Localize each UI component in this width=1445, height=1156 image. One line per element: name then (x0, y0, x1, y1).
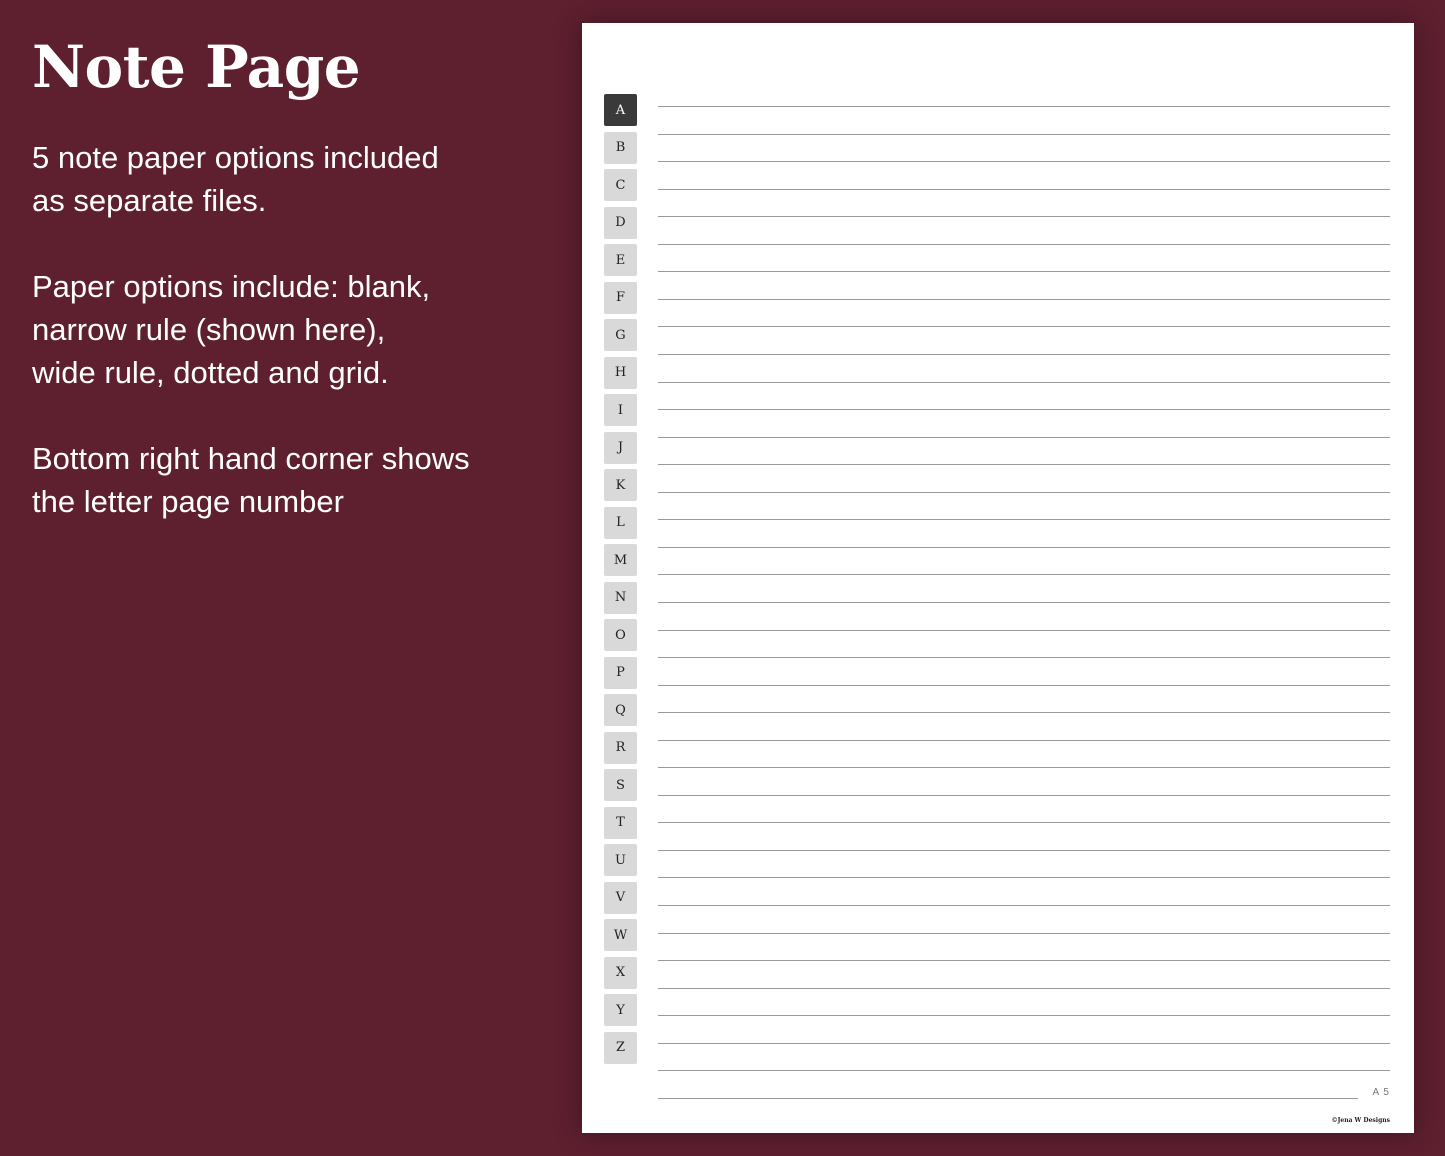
ruled-line (658, 437, 1390, 438)
page-title: Note Page (32, 33, 361, 101)
tab-l[interactable]: L (604, 507, 637, 539)
ruled-line (658, 547, 1390, 548)
ruled-line (658, 216, 1390, 217)
tab-q[interactable]: Q (604, 694, 637, 726)
ruled-line (658, 271, 1390, 272)
tab-h[interactable]: H (604, 357, 637, 389)
tab-m[interactable]: M (604, 544, 637, 576)
tab-u[interactable]: U (604, 844, 637, 876)
page-number: A 5 (1372, 1087, 1390, 1098)
ruled-line (658, 602, 1390, 603)
ruled-line (658, 106, 1390, 107)
ruled-line (658, 657, 1390, 658)
description-page-number: Bottom right hand corner shows the letter page number (32, 440, 470, 519)
ruled-line (658, 574, 1390, 575)
tab-f[interactable]: F (604, 282, 637, 314)
ruled-line (658, 1070, 1390, 1071)
alphabet-tabs (604, 94, 637, 1069)
tab-i[interactable]: I (604, 394, 637, 426)
ruled-line (658, 1015, 1390, 1016)
ruled-line (658, 822, 1390, 823)
tab-s[interactable]: S (604, 769, 637, 801)
ruled-line (658, 988, 1390, 989)
ruled-line (658, 134, 1390, 135)
ruled-line (658, 409, 1390, 410)
ruled-line (658, 244, 1390, 245)
ruled-line (658, 1098, 1358, 1099)
ruled-line (658, 740, 1390, 741)
description-paper-options: Paper options include: blank, narrow rule (shown here), wide rule, dotted and grid. (32, 268, 431, 390)
ruled-line (658, 382, 1390, 383)
ruled-line (658, 685, 1390, 686)
ruled-line (658, 519, 1390, 520)
ruled-line (658, 933, 1390, 934)
ruled-line (658, 161, 1390, 162)
ruled-line (658, 189, 1390, 190)
tab-y[interactable]: Y (604, 994, 637, 1026)
tab-j[interactable]: J (604, 432, 637, 464)
tab-x[interactable]: X (604, 957, 637, 989)
tab-v[interactable]: V (604, 882, 637, 914)
ruled-line (658, 354, 1390, 355)
tab-g[interactable]: G (604, 319, 637, 351)
ruled-line (658, 299, 1390, 300)
tab-p[interactable]: P (604, 657, 637, 689)
copyright-notice: ©Jena W Designs (1331, 1117, 1390, 1124)
tab-e[interactable]: E (604, 244, 637, 276)
ruled-line (658, 712, 1390, 713)
ruled-line (658, 1043, 1390, 1044)
description-paper-count: 5 note paper options included as separate files. (32, 139, 439, 218)
tab-o[interactable]: O (604, 619, 637, 651)
tab-z[interactable]: Z (604, 1032, 637, 1064)
tab-t[interactable]: T (604, 807, 637, 839)
ruled-line (658, 795, 1390, 796)
ruled-line (658, 630, 1390, 631)
ruled-line (658, 492, 1390, 493)
tab-k[interactable]: K (604, 469, 637, 501)
tab-w[interactable]: W (604, 919, 637, 951)
ruled-line (658, 960, 1390, 961)
tab-c[interactable]: C (604, 169, 637, 201)
ruled-line (658, 326, 1390, 327)
note-paper-preview (582, 23, 1414, 1133)
ruled-line (658, 464, 1390, 465)
ruled-line (658, 905, 1390, 906)
ruled-line (658, 850, 1390, 851)
tab-n[interactable]: N (604, 582, 637, 614)
ruled-line (658, 767, 1390, 768)
tab-a[interactable]: A (604, 94, 637, 126)
tab-d[interactable]: D (604, 207, 637, 239)
tab-r[interactable]: R (604, 732, 637, 764)
tab-b[interactable]: B (604, 132, 637, 164)
ruled-line (658, 877, 1390, 878)
info-panel (32, 33, 552, 566)
